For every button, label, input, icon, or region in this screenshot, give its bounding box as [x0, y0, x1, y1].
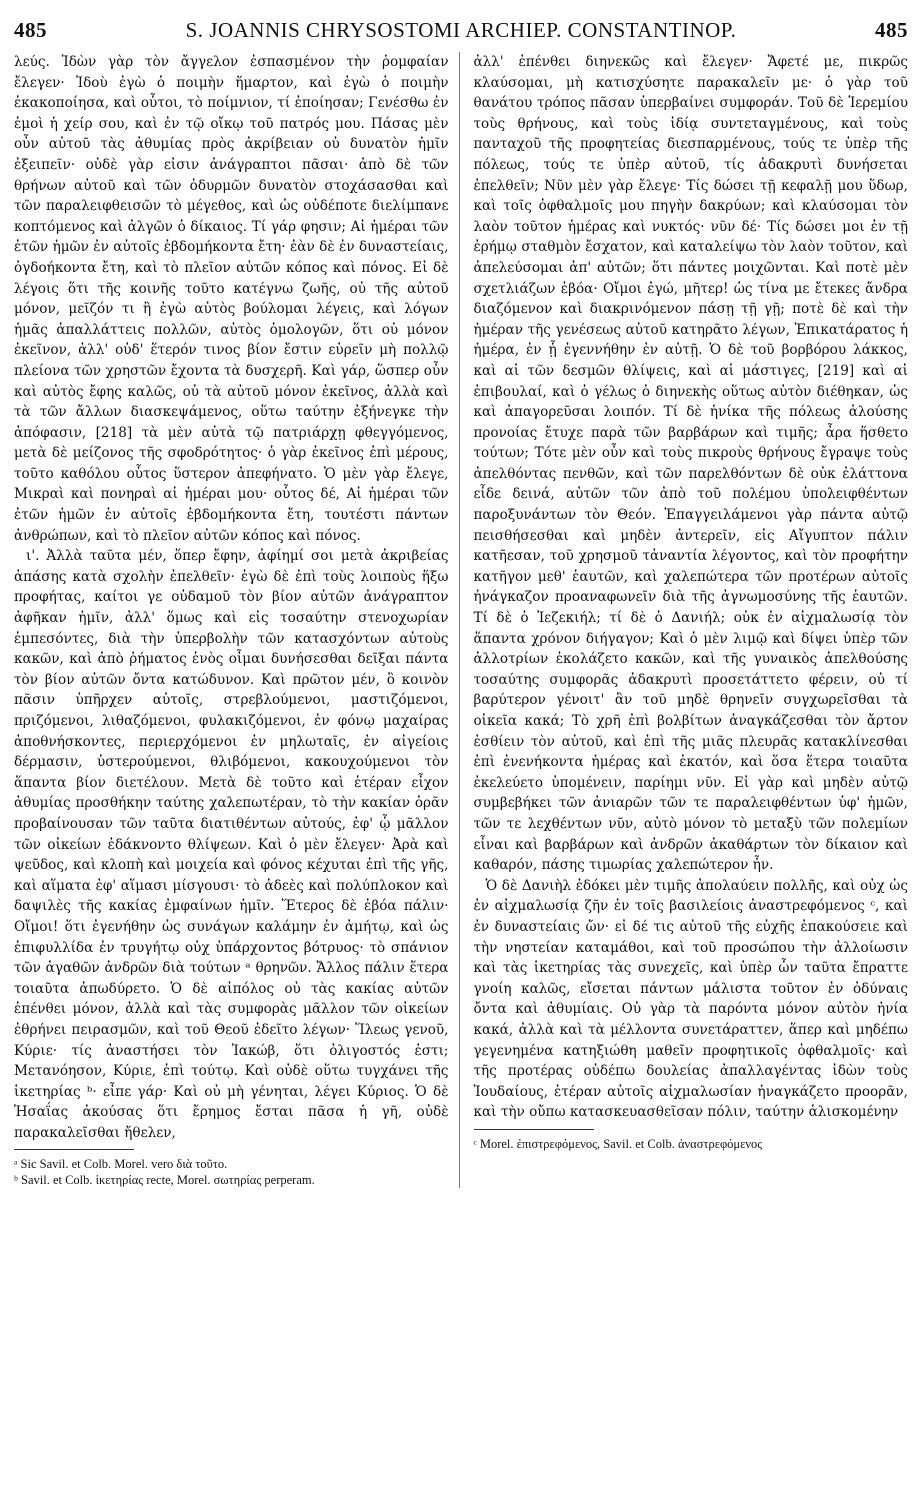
right-column [474, 52, 909, 1188]
paragraph: Ὁ δὲ Δανιὴλ ἐδόκει μὲν τιμῆς ἀπολαύειν πολλῆς, καὶ οὐχ ὡς ἐν αἰχμαλωσίᾳ ζῆν ἐν τοῖς βασιλείοις ἀναστρεφόμενος ᶜ, καὶ ἐν δυναστείαις ὤν· εἰ δέ τις αὐτοῦ τῆς εὐχῆς ἐπακούσειε καὶ τὴν νηστείαν καταμάθοι, καὶ τοῦ προσώπου τὴν ἀλλοίωσιν καὶ τὰς ἱκετηρίας τὰς συνεχεῖς, καὶ ὑπὲρ ὧν ταῦτα ἔπραττε γνοίη καλῶς, εἴσεται πάντων μάλιστα τοῦτον ἐν ὀδύναις ὄντα καὶ ἀθυμίαις. Οὐ γὰρ τὰ παρόντα μόνον αὐτὸν ἠνία κακά, ἀλλὰ καὶ τὰ μέλλοντα συνετάραττεν, ἅπερ καὶ μηδέπω γεγενημένα κατηξιώθη μαθεῖν προφητικοῖς ὀφθαλμοῖς· καὶ τῆς προτέρας οὐδέπω δουλείας ἀπαλλαγέντας ἰδὼν τοὺς Ἰουδαίους, ἑτέραν αὐτοῖς αἰχμαλωσίαν ἠναγκάζετο προορᾶν, καὶ τὴν οὔπω κατασκευασθεῖσαν πόλιν, ταύτην ἁλισκομένην [473, 877, 908, 1121]
left-column [14, 52, 460, 1188]
footnote: ᵇ Savil. et Colb. ἱκετηρίας recte, Morel. σωτηρίας perperam. [14, 1173, 315, 1188]
footnotes-right [474, 1136, 909, 1152]
page-header [14, 18, 908, 52]
footnotes-left [14, 1156, 449, 1188]
footnote-divider [14, 1149, 134, 1150]
footnote-divider [474, 1129, 594, 1130]
footnote: ᶜ Morel. ἐπιστρεφόμενος, Savil. et Colb. ἀναστρεφόμενος [473, 1136, 763, 1151]
running-title: S. JOANNIS CHRYSOSTOMI ARCHIEP. CONSTANTINOP. [185, 18, 737, 42]
page-number-right: 485 [875, 18, 908, 42]
text-columns [14, 52, 908, 1188]
paragraph: ι'. Ἀλλὰ ταῦτα μέν, ὅπερ ἔφην, ἀφίημί σοι μετὰ ἀκριβείας ἁπάσης κατὰ σχολὴν ἐπελθεῖν· ἐγὼ δὲ ἐπὶ τοὺς λοιποὺς ἥξω προφήτας, καίτοι γε οὐδαμοῦ τὸν βίον αὐτῶν ἀνάγραπτον ἀφῆκαν ἡμῖν, ἀλλ' ὅμως καὶ εἰς τοσαύτην στενοχωρίαν ἐμπεσόντες, διὰ τὴν ὑπερβολὴν τῶν κατασχόντων αὐτοὺς κακῶν, καὶ ἀπὸ ῥήματος ἑνὸς οἶμαι δυνήσεσθαι δεῖξαι πάντα τὸν βίον αὐτῶν ὄντα κατώδυνον. Καὶ πρῶτον μέν, ὃ κοινὸν πᾶσιν ὑπῆρχεν αὐτοῖς, στρεβλούμενοι, μαστιζόμενοι, πριζόμενοι, λιθαζόμενοι, φυλακιζόμενοι, ἐν φόνῳ μαχαίρας ἀποθνήσκοντες, περιερχόμενοι ἐν μηλωταῖς, ἐν αἰγείοις δέρμασιν, ὑστερούμενοι, θλιβόμενοι, κακουχούμενοι τὸν ἅπαντα βίον διετέλουν. Μετὰ δὲ τοῦτο καὶ ἑτέραν εἶχον ἀθυμίας προσθήκην ταύτης χαλεπωτέραν, τὸ τὴν κακίαν ὁρᾶν προβαίνουσαν τῶν ταῦτα διατιθέντων αὐτούς, ἐφ' ᾧ μᾶλλον τῶν οἰκείων ἐδάκνοντο θλίψεων. Καὶ ὁ μὲν ἔλεγεν· Ἀρὰ καὶ ψεῦδος, καὶ κλοπὴ καὶ μοιχεία καὶ φόνος κέχυται ἐπὶ τῆς γῆς, καὶ αἵματα ἐφ' αἵμασι μίσγουσι· τὸ ἀδεὲς καὶ πολύπλοκον καὶ δαψιλὲς τῆς κακίας ἐμφαίνων ἡμῖν. Ἕτερος δὲ ἐβόα πάλιν· Οἴμοι! ὅτι ἐγενήθην ὡς συνάγων καλάμην ἐν ἀμήτῳ, καὶ ὡς ἐπιφυλλίδα ἐν τρυγήτῳ οὐχ ὑπάρχοντος βότρυος· τὸ σπάνιον τῶν ἀγαθῶν ἀνδρῶν διὰ τούτων ᵃ θρηνῶν. Ἄλλος πάλιν ἕτερα τοιαῦτα ἀπωδύρετο. Ὁ δὲ αἰπόλος οὐ τὰς κακίας αὐτῶν ἐπένθει μόνον, ἀλλὰ καὶ τὰς συμφορὰς μᾶλλον τῶν οἰκείων ἐθρήνει πειρασμῶν, καὶ τοῦ Θεοῦ ἐδεῖτο λέγων· Ἵλεως γενοῦ, Κύριε· τίς ἀναστήσει τὸν Ἰακώβ, ὅτι ὀλιγοστός ἐστι; Μετανόησον, Κύριε, ἐπὶ τούτῳ. Καὶ οὐδὲ οὕτω τυγχάνει τῆς ἱκετηρίας ᵇ· εἶπε γάρ· Καὶ οὐ μὴ γένηται, λέγει Κύριος. Ὁ δὲ Ἡσαΐας ἀκούσας ὅτι ἔρημος ἔσται πᾶσα ἡ γῆ, οὐδὲ παρακαλεῖσθαι ἤθελεν, [14, 548, 449, 1141]
page-number-left: 485 [14, 18, 47, 42]
paragraph: λεύς. Ἰδὼν γὰρ τὸν ἄγγελον ἐσπασμένον τὴν ῥομφαίαν ἔλεγεν· Ἰδοὺ ἐγὼ ὁ ποιμὴν ἥμαρτον, καὶ ἐγὼ ὁ ποιμὴν ἐκακοποίησα, καὶ οὗτοι, τὸ ποίμνιον, τί ἐποίησαν; Γενέσθω ἐν ἐμοὶ ἡ χείρ σου, καὶ ἐν τῷ οἴκῳ τοῦ πατρός μου. Πάσας μὲν οὖν αὐτοῦ τὰς ἀθυμίας πρὸς ἀκρίβειαν οὐ δυνατὸν ἡμῖν ἐξειπεῖν· οὐδὲ γὰρ εἰσιν ἀνάγραπτοι πᾶσαι· ἀπὸ δὲ τῶν θρήνων αὐτοῦ καὶ τῶν ὀδυρμῶν δυνατὸν στοχάσασθαι καὶ τῶν παραλειφθεισῶν τὸ μέγεθος, καὶ ὡς οὐδέποτε διελίμπανε κοπτόμενος καὶ ἀλγῶν ὁ δίκαιος. Τί γάρ φησιν; Αἱ ἡμέραι τῶν ἐτῶν ἡμῶν ἐν αὐτοῖς ἑβδομήκοντα ἔτη· ἐὰν δὲ ἐν δυναστείαις, ὀγδοήκοντα ἔτη, καὶ τὸ πλεῖον αὐτῶν κόπος καὶ πόνος. Εἰ δὲ λέγοις ὅτι τῆς κοινῆς τοῦτο κατέγνω ζωῆς, οὐ τῆς αὐτοῦ μόνον, μεῖζόν τι ἢ ἐγὼ αὐτὸς βούλομαι λέγεις, καὶ λόγων ἡμᾶς ἀπαλλάττεις πολλῶν, αὐτὸς ὁμολογῶν, ὅτι οὐ μόνον ἐκεῖνον, ἀλλ' οὐδ' ἕτερόν τινος βίον ἔστιν εὑρεῖν μὴ πολλῷ πλείονα τῶν χρηστῶν ἔχοντα τὰ δυσχερῆ. Καὶ γάρ, ὥσπερ οὖν καὶ αὐτὸς ἔφης καλῶς, οὐ τὰ αὐτοῦ μόνον ἐκεῖνος, ἀλλὰ καὶ τὰ τῶν ἄλλων διασκεψάμενος, οὕτω ταύτην ἐξήνεγκε τὴν ἀπόφασιν, [218] τὰ μὲν αὐτὰ τῷ πατριάρχῃ φθεγγόμενος, μετὰ δὲ μείζονος τῆς σφοδρότητος· ὁ γὰρ ἐκεῖνος ἐπὶ μέρους, τοῦτο καθόλου οὗτος ὕστερον ἀπεφήνατο. Ὁ μὲν γὰρ ἔλεγε, Μικραὶ καὶ πονηραὶ αἱ ἡμέραι μου· οὗτος δέ, Αἱ ἡμέραι τῶν ἐτῶν ἡμῶν ἐν αὐτοῖς ἑβδομήκοντα ἔτη, τουτέστι πάντων ἀνθρώπων, καὶ τὸ πλεῖον αὐτῶν κόπος καὶ πόνος. [14, 54, 449, 544]
footnote: ᵃ Sic Savil. et Colb. Morel. vero διὰ τοῦτο. [14, 1157, 228, 1172]
paragraph: ἀλλ' ἐπένθει διηνεκῶς καὶ ἔλεγεν· Ἄφετέ με, πικρῶς κλαύσομαι, μὴ κατισχύσητε παρακαλεῖν με· ὁ γὰρ τοῦ θανάτου τρόπος πᾶσαν ὑπερβαίνει συμφοράν. Τοῦ δὲ Ἱερεμίου τοὺς θρήνους, καὶ τοὺς ἰδίᾳ συντεταγμένους, καὶ τοὺς πανταχοῦ τῆς προφητείας διεσπαρμένους, τούς τε ὑπὲρ τῆς πόλεως, τούς τε ὑπὲρ αὐτοῦ, τίς ἀδακρυτὶ δυνήσεται ἐπελθεῖν; Νῦν μὲν γὰρ ἔλεγε· Τίς δώσει τῇ κεφαλῇ μου ὕδωρ, καὶ τοῖς ὀφθαλμοῖς μου πηγὴν δακρύων; καὶ κλαύσομαι τὸν λαὸν τοῦτον ἡμέρας καὶ νυκτός· νῦν δέ· Τίς δώσει μοι ἐν τῇ ἐρήμῳ σταθμὸν ἔσχατον, καὶ καταλείψω τὸν λαὸν τοῦτον, καὶ ἀπελεύσομαι ἀπ' αὐτῶν; ὅτι πάντες μοιχῶνται. Καὶ ποτὲ μὲν σχετλιάζων ἐβόα· Οἴμοι ἐγώ, μῆτερ! ὡς τίνα με ἔτεκες ἄνδρα διαζόμενον καὶ διακρινόμενον πάσῃ τῇ γῇ; ποτὲ δὲ καὶ τὴν ἡμέραν τῆς γενέσεως αὐτοῦ κατηρᾶτο λέγων, Ἐπικατάρατος ἡ ἡμέρα, ἐν ᾗ ἐγεννήθην ἐν αὐτῇ. Ὁ δὲ τοῦ βορβόρου λάκκος, καὶ αἱ τῶν δεσμῶν θλίψεις, καὶ αἱ μάστιγες, [219] καὶ αἱ ἐπιβουλαί, καὶ ὁ γέλως ὁ διηνεκὴς οὕτως αὐτὸν διέθηκαν, ὡς καὶ ἀπαγορεῦσαι λοιπόν. Τί δὲ ἡνίκα τῆς πόλεως ἁλούσης προνοίας ἔτυχε παρὰ τῶν βαρβάρων καὶ τιμῆς; ἆρα ἥσθετο τούτων; Τότε μὲν οὖν καὶ τοὺς πικροὺς θρήνους ἔγραψε τοὺς ἀπελθόντας πενθῶν, καὶ τῶν παρελθόντων δὲ οὐκ ἐλάττονα εἶδε δεινά, αὐτῶν τῶν ἀπὸ τοῦ πολέμου ὑπολειφθέντων παροξυνάντων τὸν Θεόν. Ἐπαγγειλάμενοι γὰρ πάντα αὐτῷ πεισθήσεσθαι καὶ μηδὲν ἀντερεῖν, εἰς Αἴγυπτον πάλιν κατῆεσαν, τοῦ χρησμοῦ τἀναντία λέγοντος, καὶ τὸν προφήτην κατῆγον μεθ' ἑαυτῶν, καὶ χαλεπώτερα τῶν προτέρων αὐτοῖς ἠνάγκαζον προαναφωνεῖν διὰ τῆς ἀγνωμοσύνης τῆς ἑαυτῶν. Τί δὲ ὁ Ἰεζεκιήλ; τί δὲ ὁ Δανιήλ; οὐκ ἐν αἰχμαλωσίᾳ τὸν ἅπαντα χρόνον διήγαγον; Καὶ ὁ μὲν λιμῷ καὶ δίψει ὑπὲρ τῶν ἀλλοτρίων ἐκολάζετο κακῶν, καὶ τῆς γυναικὸς ἀπελθούσης τοσαύτης συμφορᾶς ἀδακρυτὶ προσετάττετο φέρειν, οὐ τί βαρύτερον γένοιτ' ἂν τοῦ μηδὲ θρηνεῖν συγχωρεῖσθαι τὰ οἰκεῖα κακά; Τὸ χρῆ ἐπὶ βολβίτων ἀναγκάζεσθαι τὸν ἄρτον ἐσθίειν τὸν αὐτοῦ, καὶ ἐπὶ τῆς μιᾶς πλευρᾶς κατακλίνεσθαι ἐπὶ ἐνενήκοντα ἡμέρας καὶ ἑκατόν, καὶ ὅσα ἕτερα τοιαῦτα ἐκελεύετο ὑπομένειν, παρίημι νῦν. Εἰ γὰρ καὶ μηδὲν αὐτῷ συμβεβήκει τῶν ἀνιαρῶν τῶν τε παραλειφθέντων ὑφ' ἡμῶν, τῶν τε λεχθέντων νῦν, αὐτὸ μόνον τὸ μεταξὺ τῶν πολεμίων εἶναι καὶ βαρβάρων καὶ ἀνδρῶν ἀκαθάρτων τὸν δίκαιον καὶ καθαρόν, πάσης τιμωρίας χαλεπώτερον ἦν. [473, 54, 908, 874]
